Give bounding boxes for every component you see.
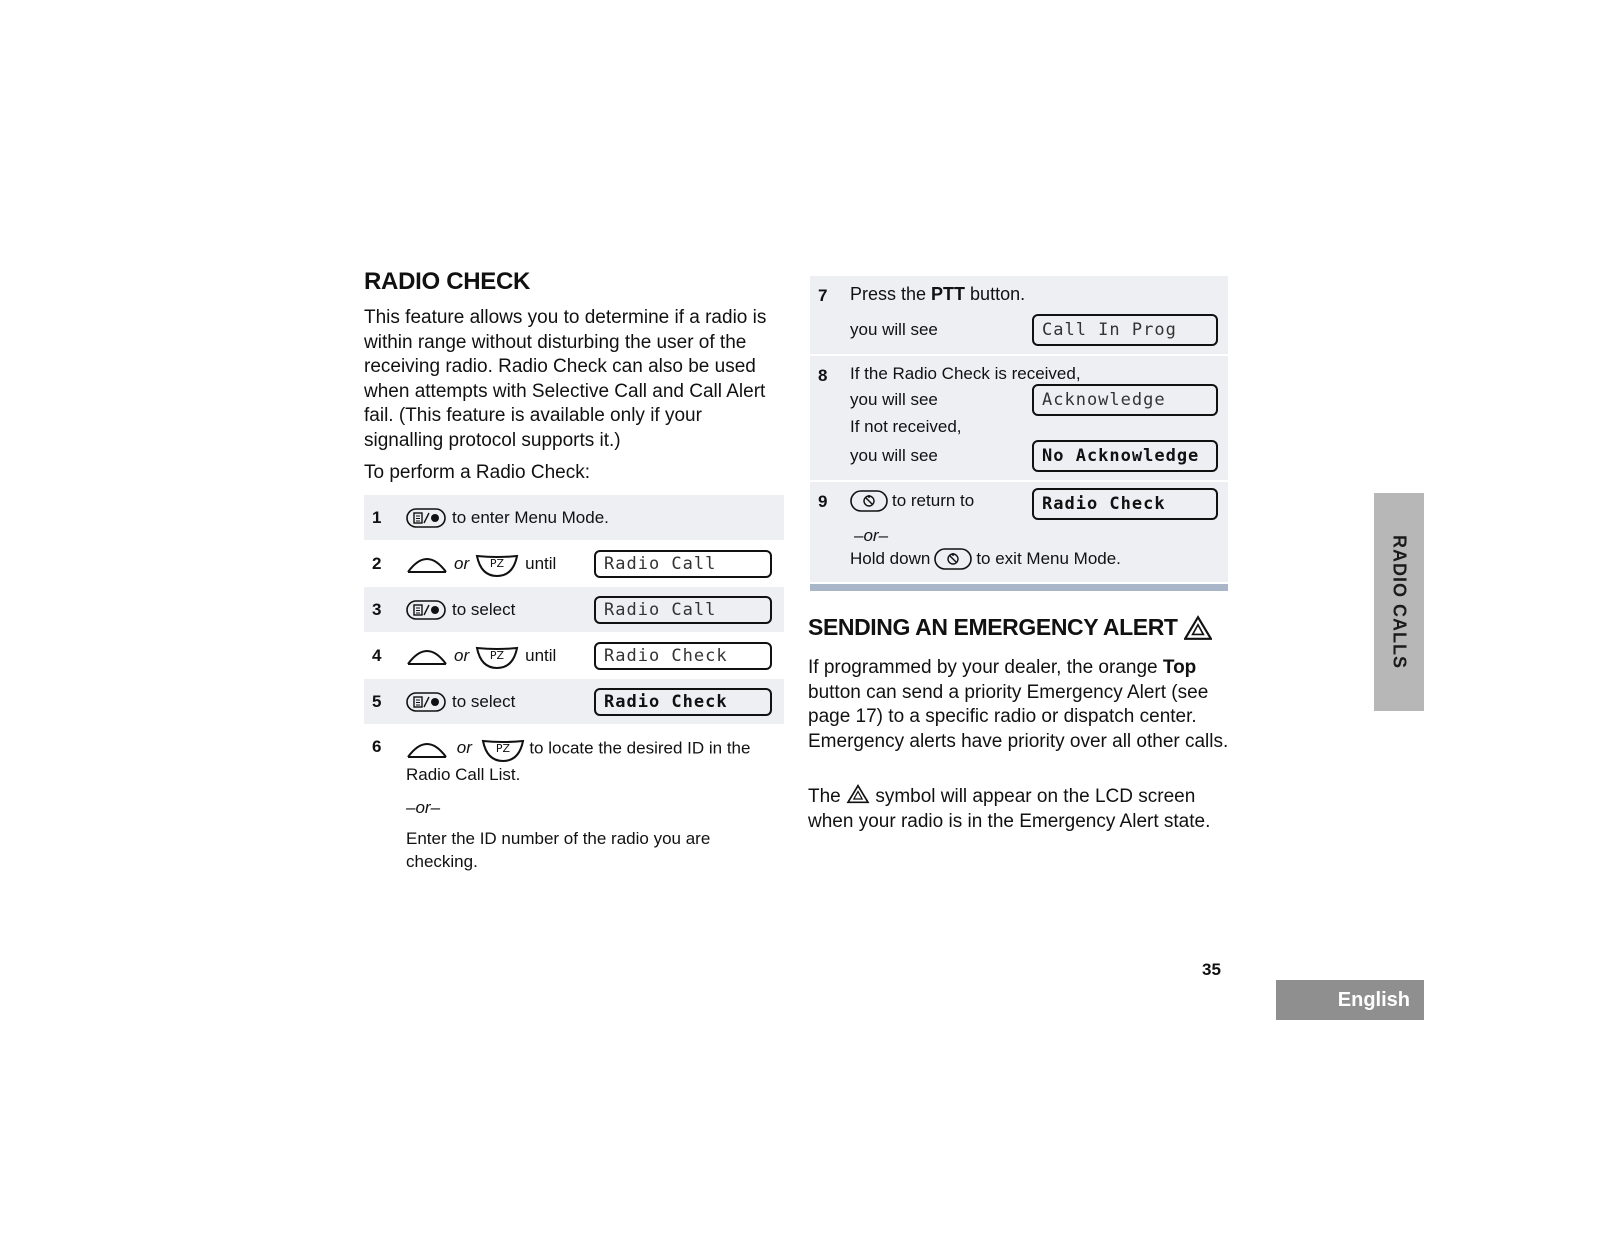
step-text: to locate the desired ID in the Radio Call List.	[406, 738, 751, 784]
emergency-text: If programmed by your dealer, the orange	[808, 657, 1163, 678]
side-tab	[1374, 493, 1424, 711]
radio-check-section	[364, 268, 784, 873]
menu-select-icon	[406, 692, 446, 712]
lcd-display: Call In Prog	[1032, 314, 1218, 346]
lcd-display: Radio Check	[594, 688, 772, 716]
step-text: to return to	[892, 491, 975, 510]
menu-select-icon	[406, 508, 446, 528]
step-number: 5	[372, 691, 382, 711]
section-divider	[810, 584, 1228, 591]
step-3	[364, 587, 784, 632]
step-1	[364, 495, 784, 540]
you-will-see: you will see	[850, 390, 938, 409]
emergency-text: The	[808, 786, 841, 807]
steps-list	[364, 495, 784, 873]
step-text: to select	[452, 691, 516, 711]
emergency-text: symbol will appear on the LCD screen when your radio is in the Emergency Alert state.	[808, 786, 1211, 832]
pz-down-key-icon	[475, 642, 519, 670]
up-arrow-key-icon	[406, 737, 448, 761]
home-exit-icon	[934, 548, 972, 570]
step-number: 2	[372, 553, 382, 573]
lcd-display: Radio Check	[1032, 488, 1218, 520]
step-number: 3	[372, 599, 382, 619]
step-number: 9	[818, 492, 828, 511]
language-tab	[1276, 980, 1424, 1020]
lcd-display: Radio Check	[594, 642, 772, 670]
lcd-display: Radio Call	[594, 550, 772, 578]
emergency-triangle-icon	[1184, 615, 1212, 641]
home-exit-icon	[850, 490, 888, 512]
emergency-paragraph-2	[808, 784, 1232, 834]
step-5	[364, 679, 784, 724]
exit-menu-text: to exit Menu Mode.	[976, 549, 1121, 568]
lead-text: To perform a Radio Check:	[364, 462, 590, 483]
intro-paragraph: This feature allows you to determine if a radio is within range without disturbing the user of the receiving radio. Radio Check can also be used when attempts with Selective Call and Call Alert fail. (This feature is available only if your signalling protocol supports it.)	[364, 307, 767, 451]
step-number: 7	[818, 286, 828, 305]
or-word: or	[456, 738, 472, 758]
step-4	[364, 633, 784, 678]
lcd-display: No Acknowledge	[1032, 440, 1218, 472]
up-arrow-key-icon	[406, 644, 448, 668]
emergency-triangle-icon	[846, 784, 870, 804]
steps-continued	[810, 276, 1228, 591]
emergency-paragraph-1	[808, 656, 1232, 754]
step-number: 6	[372, 737, 382, 756]
hold-down-text: Hold down	[850, 549, 931, 568]
step-text-pre: Press the	[850, 284, 932, 304]
step-6	[364, 725, 784, 873]
language-label: English	[1337, 988, 1410, 1011]
step-number: 8	[818, 366, 828, 385]
section-title: RADIO CHECK	[364, 268, 531, 295]
or-separator: –or–	[854, 526, 889, 545]
step-text-post: button.	[965, 284, 1026, 304]
step-9	[810, 482, 1228, 582]
you-will-see: you will see	[850, 320, 938, 339]
side-tab-label: RADIO CALLS	[1389, 535, 1410, 669]
emergency-text: button can send a priority Emergency Alert (see page 17) to a specific radio or dispatch center. Emergency alerts have priority over all other calls.	[808, 681, 1229, 752]
step-text: to enter Menu Mode.	[452, 507, 609, 527]
or-word: or	[454, 553, 470, 573]
you-will-see: you will see	[850, 446, 938, 465]
step-number: 4	[372, 645, 382, 665]
step-text: to select	[452, 599, 516, 619]
step-7	[810, 276, 1228, 354]
lcd-display: Acknowledge	[1032, 384, 1218, 416]
lcd-display: Radio Call	[594, 596, 772, 624]
step-text: until	[525, 645, 557, 665]
received-text: If the Radio Check is received,	[850, 364, 1081, 383]
up-arrow-key-icon	[406, 552, 448, 576]
emergency-title-text: SENDING AN EMERGENCY ALERT	[808, 614, 1178, 640]
pz-down-key-icon	[481, 735, 525, 763]
not-received-text: If not received,	[850, 417, 962, 436]
step-text: until	[525, 553, 557, 573]
ptt-label: PTT	[931, 284, 966, 304]
page-number: 35	[1202, 960, 1221, 979]
step-8	[810, 356, 1228, 480]
top-button-label: Top	[1162, 657, 1197, 678]
step-number: 1	[372, 507, 382, 527]
or-word: or	[454, 645, 470, 665]
pz-down-key-icon	[475, 550, 519, 578]
or-separator: –or–	[406, 798, 441, 817]
step-alt-text: Enter the ID number of the radio you are checking.	[406, 829, 711, 871]
menu-select-icon	[406, 600, 446, 620]
step-2	[364, 541, 784, 586]
emergency-title	[808, 614, 1212, 641]
